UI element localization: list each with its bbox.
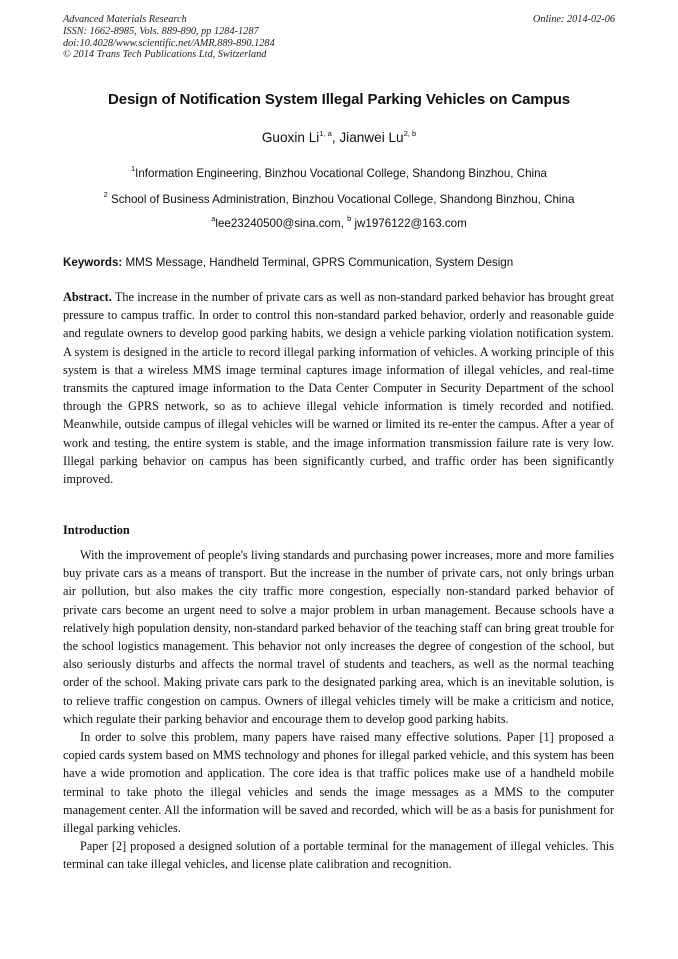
affiliation-marker: 2 bbox=[103, 190, 108, 199]
paragraph: Paper [2] proposed a designed solution of a portable terminal for the management of illegal vehicles. This terminal can take illegal vehicles, and license plate calibration and recognition. bbox=[63, 839, 614, 872]
journal-name: Advanced Materials Research bbox=[63, 14, 187, 25]
affiliation-text: School of Business Administration, Binzhou Vocational College, Shandong Binzhou, China bbox=[107, 193, 575, 206]
online-date: Online: 2014-02-06 bbox=[532, 14, 615, 25]
paragraph: With the improvement of people's living standards and purchasing power increases, more and more families buy private cars as a means of transport. But the increase in the number of private cars, not only brings urban air pollution, but also makes the city traffic more congestion, especially non-standard parked behavior of private cars become an urgent need to solve a major problem in urban management. Because schools have a relatively high population density, non-standard parked behavior of the teaching staff can bring great trouble for the school logistics management. This behavior not only increases the degree of congestion of the school, but also seriously disturbs and affects the normal travel of students and teachers, as well as the normal teaching order of the school. Making private cars park to the designated parking area, which is an inevitable solution, is to relieve traffic congestion on campus. Owners of illegal vehicles timely will be make a criticism and notice, which regulate their parking behavior and encourage them to develop good parking habits. bbox=[63, 548, 614, 726]
author-emails bbox=[0, 214, 678, 230]
author-affiliation-marker: 2, b bbox=[403, 129, 417, 138]
keywords-text: MMS Message, Handheld Terminal, GPRS Communication, System Design bbox=[122, 256, 514, 269]
copyright-line: © 2014 Trans Tech Publications Ltd, Switzerland bbox=[63, 49, 267, 61]
abstract-text: The increase in the number of private cars as well as non-standard parked behavior has brought great pressure to campus traffic. In order to control this non-standard parked behavior, orderly and reasonable guide and regulate owners to develop good parking habits, we design a vehicle parking violation notification system. A system is designed in the article to record illegal parking information of vehicles. A working principle of this system is that a wireless MMS image terminal captures image information of illegal vehicles, and real-time transmits the captured image information to the Data Center Computer in Security Department of the school through the GPRS network, so as to achieve illegal vehicle information is timely recorded and notified. Meanwhile, outside campus of illegal vehicles will be warned or limited its re-enter the campus. After a year of work and testing, the entire system is stable, and the image information transmission failure rate is very low. Illegal parking behavior on campus has been significantly curbed, and traffic order has been significantly improved. bbox=[63, 290, 614, 487]
affiliation-1 bbox=[0, 164, 678, 180]
affiliation-marker: 1 bbox=[130, 164, 136, 173]
author-affiliation-marker: 1, a bbox=[319, 129, 332, 138]
author-separator: , bbox=[331, 130, 340, 145]
email-marker: a bbox=[211, 214, 216, 223]
author-name: Guoxin Li bbox=[261, 130, 320, 145]
doi-line: doi:10.4028/www.scientific.net/AMR.889-890.1284 bbox=[63, 37, 275, 49]
affiliation-2 bbox=[0, 190, 678, 206]
abstract bbox=[63, 288, 614, 488]
keywords bbox=[63, 256, 513, 269]
introduction-body bbox=[63, 546, 614, 874]
email-marker: b bbox=[347, 214, 352, 223]
email-link[interactable]: lee23240500@sina.com bbox=[215, 217, 341, 230]
abstract-label: Abstract. bbox=[63, 290, 112, 304]
paper-title: Design of Notification System Illegal Parking Vehicles on Campus bbox=[107, 91, 571, 108]
affiliation-text: Information Engineering, Binzhou Vocational College, Shandong Binzhou, China bbox=[135, 167, 548, 180]
email-link[interactable]: jw1976122@163.com bbox=[351, 217, 467, 230]
section-heading-introduction: Introduction bbox=[63, 523, 130, 537]
keywords-label: Keywords: bbox=[63, 256, 123, 269]
author-name: Jianwei Lu bbox=[339, 130, 404, 145]
journal-header bbox=[63, 14, 275, 61]
email-separator: , bbox=[340, 217, 348, 230]
issn-line: ISSN: 1662-8985, Vols. 889-890, pp 1284-1287 bbox=[63, 25, 259, 37]
paragraph: In order to solve this problem, many papers have raised many effective solutions. Paper [1] proposed a copied cards system based on MMS technology and phones for illegal parked vehicle, and this system has been have a wide promotion and application. The core idea is that traffic polices make use of a handheld mobile terminal to take photo the illegal vehicles and sends the image messages as a MMS to the computer management center. All the information will be saved and recorded, which will be as a basis for punishment for illegal parking vehicles. bbox=[63, 730, 614, 836]
author-list bbox=[0, 130, 678, 145]
